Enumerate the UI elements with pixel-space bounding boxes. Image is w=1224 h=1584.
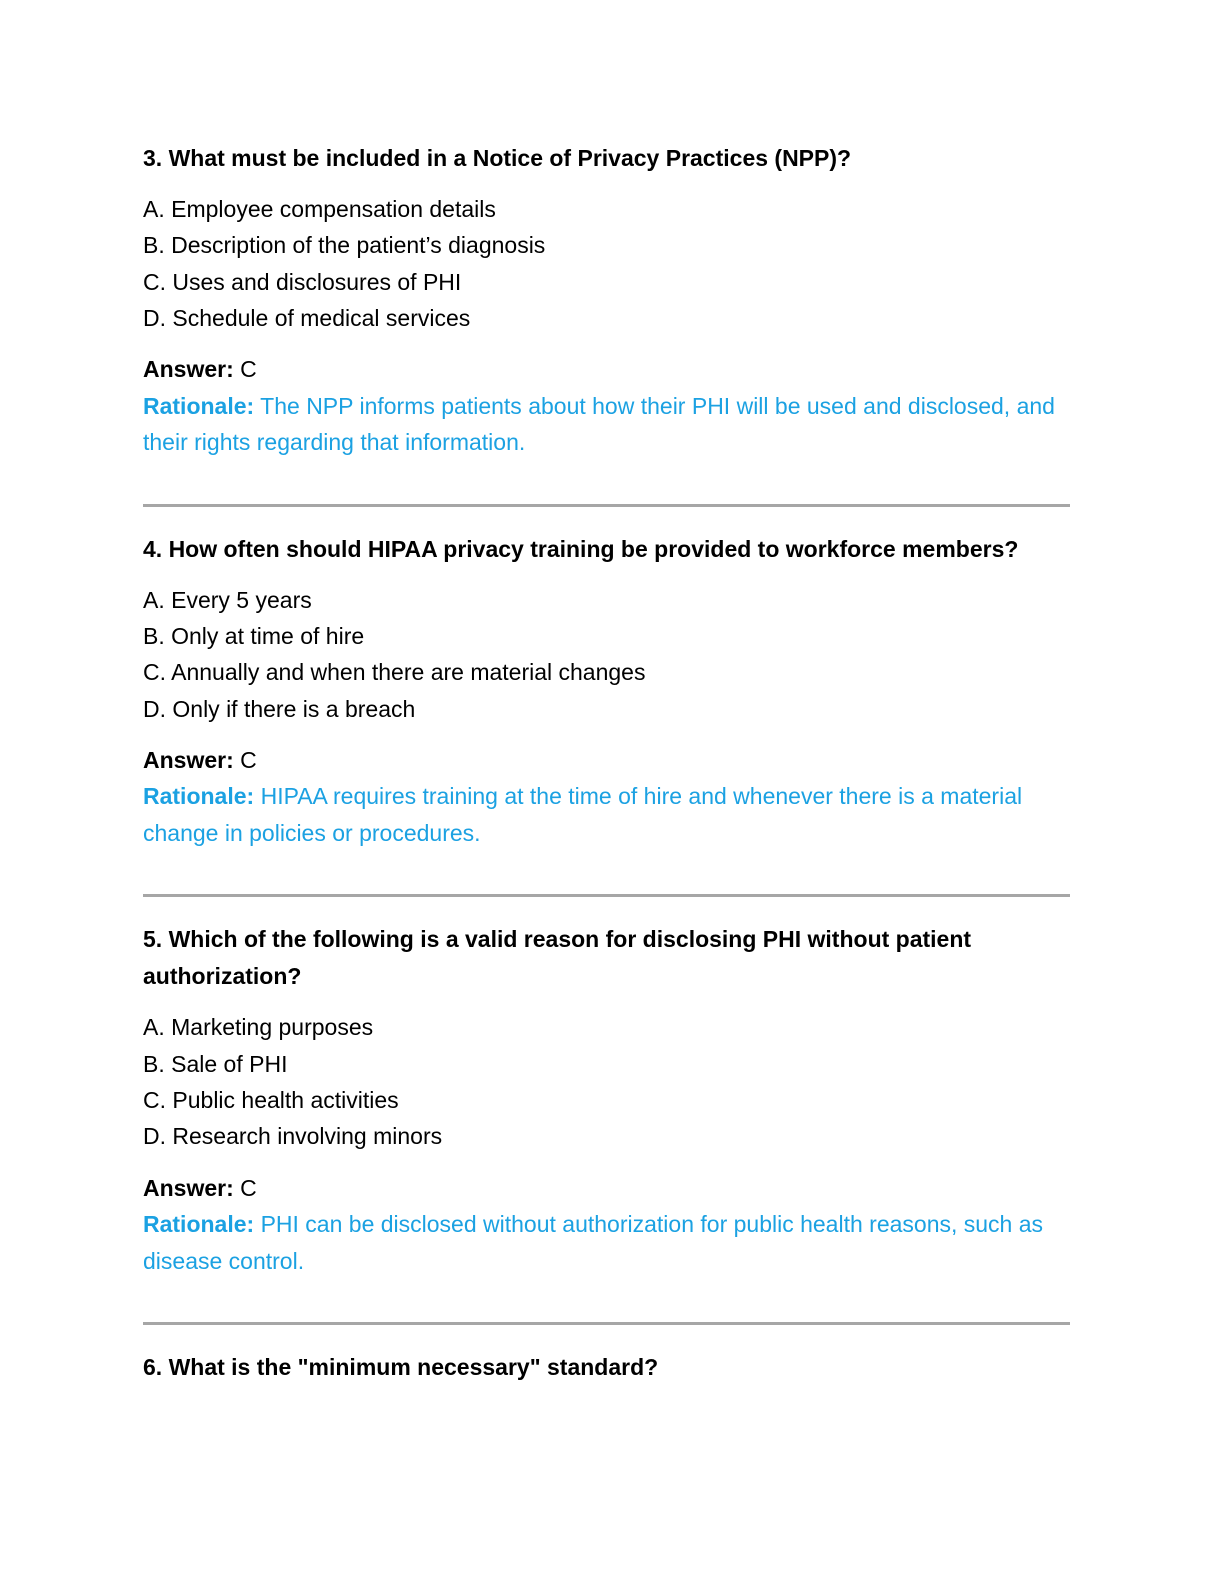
question-text: 3. What must be included in a Notice of Privacy Practices (NPP)?: [143, 145, 852, 171]
rationale-text: The NPP informs patients about how their PHI will be used and disclosed, and their rights regarding that information.: [143, 392, 1055, 456]
question-block: [143, 921, 1083, 1279]
section-divider: [143, 504, 1070, 507]
answer-label: Answer:: [143, 1174, 234, 1201]
answer-value: C: [240, 746, 257, 773]
question-block: [143, 531, 1083, 852]
option-c: C. Annually and when there are material changes: [143, 659, 646, 686]
options-list: [143, 582, 1083, 727]
question-block: [143, 140, 1083, 461]
option-b: B. Only at time of hire: [143, 622, 365, 649]
options-list: [143, 191, 1083, 336]
option-d: D. Schedule of medical services: [143, 304, 471, 331]
question-text: 4. How often should HIPAA privacy training be provided to workforce members?: [143, 535, 1019, 562]
option-c: C. Public health activities: [143, 1086, 399, 1113]
rationale-line: [143, 388, 1083, 461]
document-page: [143, 140, 1083, 1386]
answer-value: C: [240, 1174, 257, 1201]
rationale-text: HIPAA requires training at the time of hire and whenever there is a material change in policies or procedures.: [143, 783, 1023, 846]
answer-label: Answer:: [143, 746, 234, 773]
option-c: C. Uses and disclosures of PHI: [143, 268, 462, 295]
question-text: 6. What is the "minimum necessary" standard?: [143, 1354, 659, 1381]
answer-label: Answer:: [143, 356, 234, 383]
answer-line: [143, 1170, 1083, 1207]
section-divider: [143, 894, 1070, 897]
option-a: A. Marketing purposes: [143, 1014, 374, 1041]
answer-line: [143, 351, 1083, 388]
question-text: 5. Which of the following is a valid reason for disclosing PHI without patient authorization?: [143, 926, 972, 990]
rationale-line: [143, 1206, 1083, 1279]
rationale-line: [143, 778, 1083, 851]
option-d: D. Research involving minors: [143, 1123, 443, 1150]
option-a: A. Employee compensation details: [143, 196, 496, 222]
options-list: [143, 1009, 1083, 1154]
section-divider: [143, 1322, 1070, 1325]
rationale-label: Rationale:: [143, 392, 255, 419]
answer-line: [143, 742, 1083, 779]
rationale-label: Rationale:: [143, 783, 255, 810]
option-b: B. Sale of PHI: [143, 1050, 288, 1077]
answer-value: C: [240, 356, 257, 383]
rationale-label: Rationale:: [143, 1211, 255, 1238]
rationale-text: PHI can be disclosed without authorization for public health reasons, such as disease control.: [143, 1211, 1044, 1274]
option-d: D. Only if there is a breach: [143, 695, 416, 722]
question-block: [143, 1349, 1083, 1386]
option-b: B. Description of the patient’s diagnosis: [143, 232, 546, 259]
option-a: A. Every 5 years: [143, 586, 312, 613]
